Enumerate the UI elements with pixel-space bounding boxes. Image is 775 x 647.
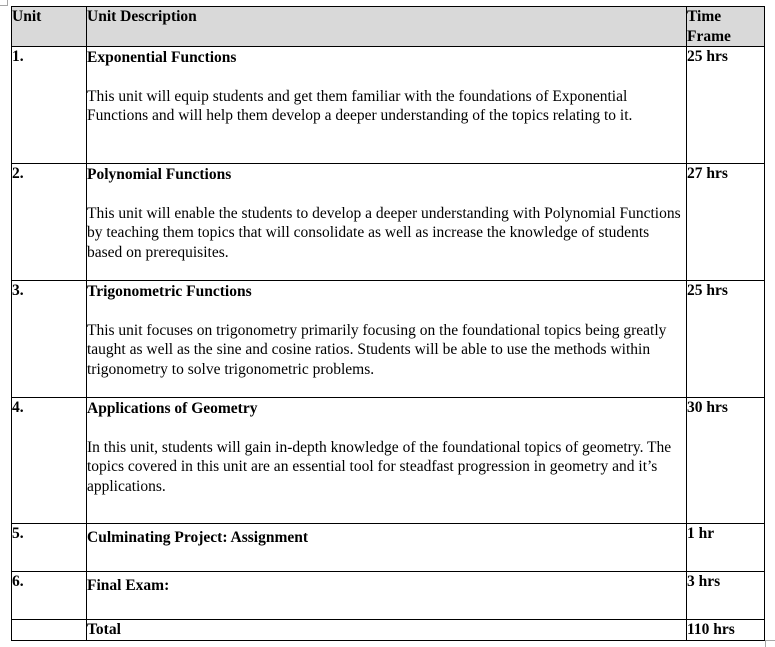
header-unit-description: Unit Description [87,7,687,47]
unit-description: This unit will equip students and get them familiar with the foundations of Exponential Functions and will help them develop a deeper understanding of the topics relating to it. [87,87,633,124]
unit-number: 3. [12,281,87,398]
unit-time-frame: 25 hrs [687,47,765,164]
unit-description-cell [87,164,687,281]
unit-description: This unit will enable the students to develop a deeper understanding with Polynomial Functions by teaching them topics that will consolidate as well as increase the knowledge of students based on prerequisites. [87,204,681,261]
unit-description: In this unit, students will gain in-depth knowledge of the foundational topics of geometry. The topics covered in this unit are an essential tool for steadfast progression in geometry and it’s applications. [87,438,672,495]
header-unit: Unit [12,7,87,47]
total-time-frame: 110 hrs [687,620,765,641]
unit-time-frame: 25 hrs [687,281,765,398]
unit-time-frame: 3 hrs [687,573,721,590]
unit-number: 5. [12,525,24,542]
unit-description-cell [87,524,687,572]
table-row [12,281,765,398]
unit-time-frame: 30 hrs [687,398,765,524]
unit-description-cell [87,47,687,164]
table-row [12,47,765,164]
unit-number: 1. [12,47,87,164]
total-label: Total [87,620,687,641]
unit-number-cell [12,572,87,620]
unit-description-cell [87,281,687,398]
unit-time-frame: 1 hr [687,525,715,542]
unit-time-frame: 27 hrs [687,164,765,281]
unit-description: This unit focuses on trigonometry primarily focusing on the foundational topics being greatly taught as well as the sine and cosine ratios. Students will be able to use the methods within trigonometry to solve trigonometric problems. [87,321,667,378]
unit-title: Exponential Functions [87,49,237,66]
total-unit-cell [12,620,87,641]
header-time-frame: Time Frame [687,7,765,47]
unit-title: Trigonometric Functions [87,283,252,300]
unit-number: 6. [12,573,24,590]
table-row [12,398,765,524]
unit-time-frame-cell [687,524,765,572]
unit-title: Culminating Project: Assignment [87,529,309,546]
unit-title: Final Exam: [87,577,170,594]
unit-number: 2. [12,164,87,281]
unit-description-cell [87,398,687,524]
total-row [12,620,765,641]
table-header-row [12,7,765,47]
unit-number: 4. [12,398,87,524]
table-row [12,572,765,620]
table-row [12,164,765,281]
unit-number-cell [12,524,87,572]
unit-title: Polynomial Functions [87,166,232,183]
table-row [12,524,765,572]
unit-time-frame-cell [687,572,765,620]
unit-table [11,6,765,641]
unit-title: Applications of Geometry [87,400,258,417]
unit-description-cell [87,572,687,620]
table-move-handle[interactable] [0,0,8,6]
